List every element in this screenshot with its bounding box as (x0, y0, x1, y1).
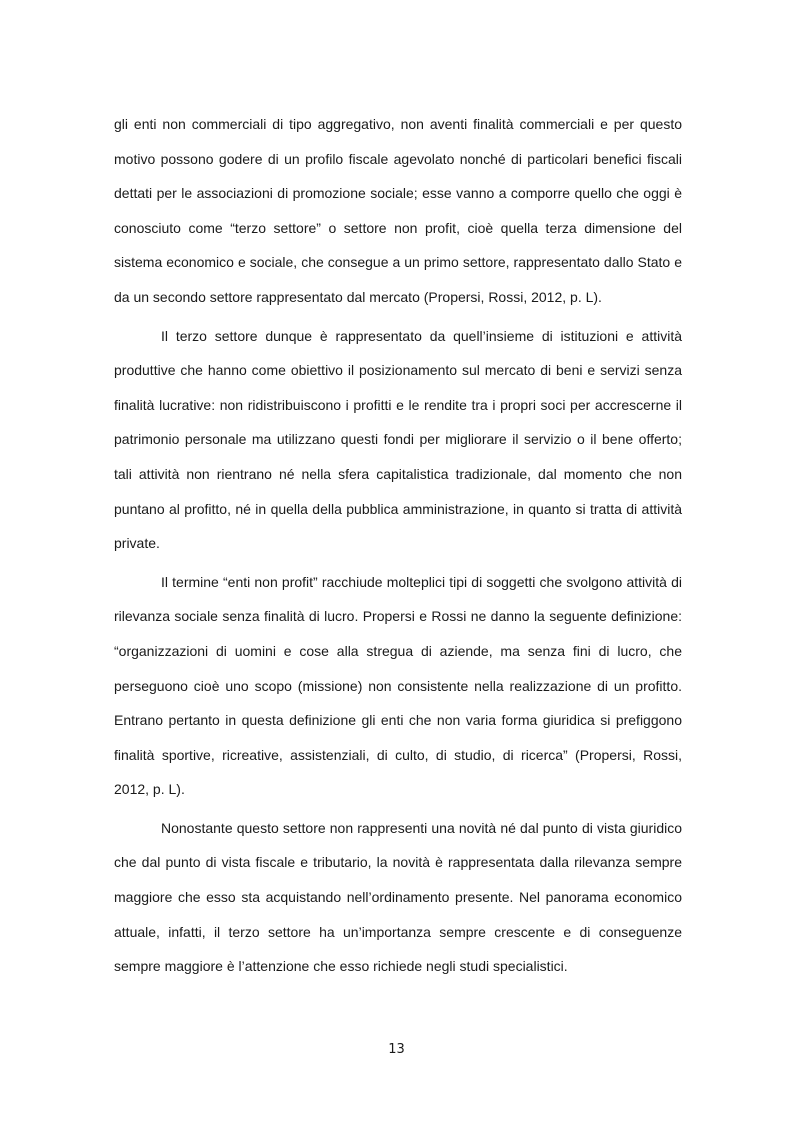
body-text (114, 107, 682, 988)
paragraph-1: gli enti non commerciali di tipo aggregativo, non aventi finalità commerciali e per questo motivo possono godere di un profilo fiscale agevolato nonché di particolari benefici fiscali dettati per le associazioni di promozione sociale; esse vanno a comporre quello che oggi è conosciuto come “terzo settore” o settore non profit, cioè quella terza dimensione del sistema economico e sociale, che consegue a un primo settore, rappresentato dallo Stato e da un secondo settore rappresentato dal mercato (Propersi, Rossi, 2012, p. L). (114, 116, 682, 305)
paragraph-2: Il terzo settore dunque è rappresentato da quell’insieme di istituzioni e attività produttive che hanno come obiettivo il posizionamento sul mercato di beni e servizi senza finalità lucrative: non ridistribuiscono i profitti e le rendite tra i propri soci per accrescerne il patrimonio personale ma utilizzano questi fondi per migliorare il servizio o il bene offerto; tali attività non rientrano né nella sfera capitalistica tradizionale, dal momento che non puntano al profitto, né in quella della pubblica amministrazione, in quanto si tratta di attività private. (114, 327, 682, 552)
page-number: 13 (388, 1042, 405, 1057)
paragraph-3: Il termine “enti non profit” racchiude molteplici tipi di soggetti che svolgono attività di rilevanza sociale senza finalità di lucro. Propersi e Rossi ne danno la seguente definizione: “organizzazioni di uomini e cose alla stregua di aziende, ma senza fini di lucro, che perseguono cioè uno scopo (missione) non consistente nella realizzazione di un profitto. Entrano pertanto in questa definizione gli enti che non varia forma giuridica si prefiggono finalità sportive, ricreative, assistenziali, di culto, di studio, di ricerca” (Propersi, Rossi, 2012, p. L). (114, 573, 682, 798)
paragraph-4: Nonostante questo settore non rappresenti una novità né dal punto di vista giuridico che dal punto di vista fiscale e tributario, la novità è rappresentata dalla rilevanza sempre maggiore che esso sta acquistando nell’ordinamento presente. Nel panorama economico attuale, infatti, il terzo settore ha un’importanza sempre crescente e di conseguenze sempre maggiore è l’attenzione che esso richiede negli studi specialistici. (114, 819, 682, 975)
